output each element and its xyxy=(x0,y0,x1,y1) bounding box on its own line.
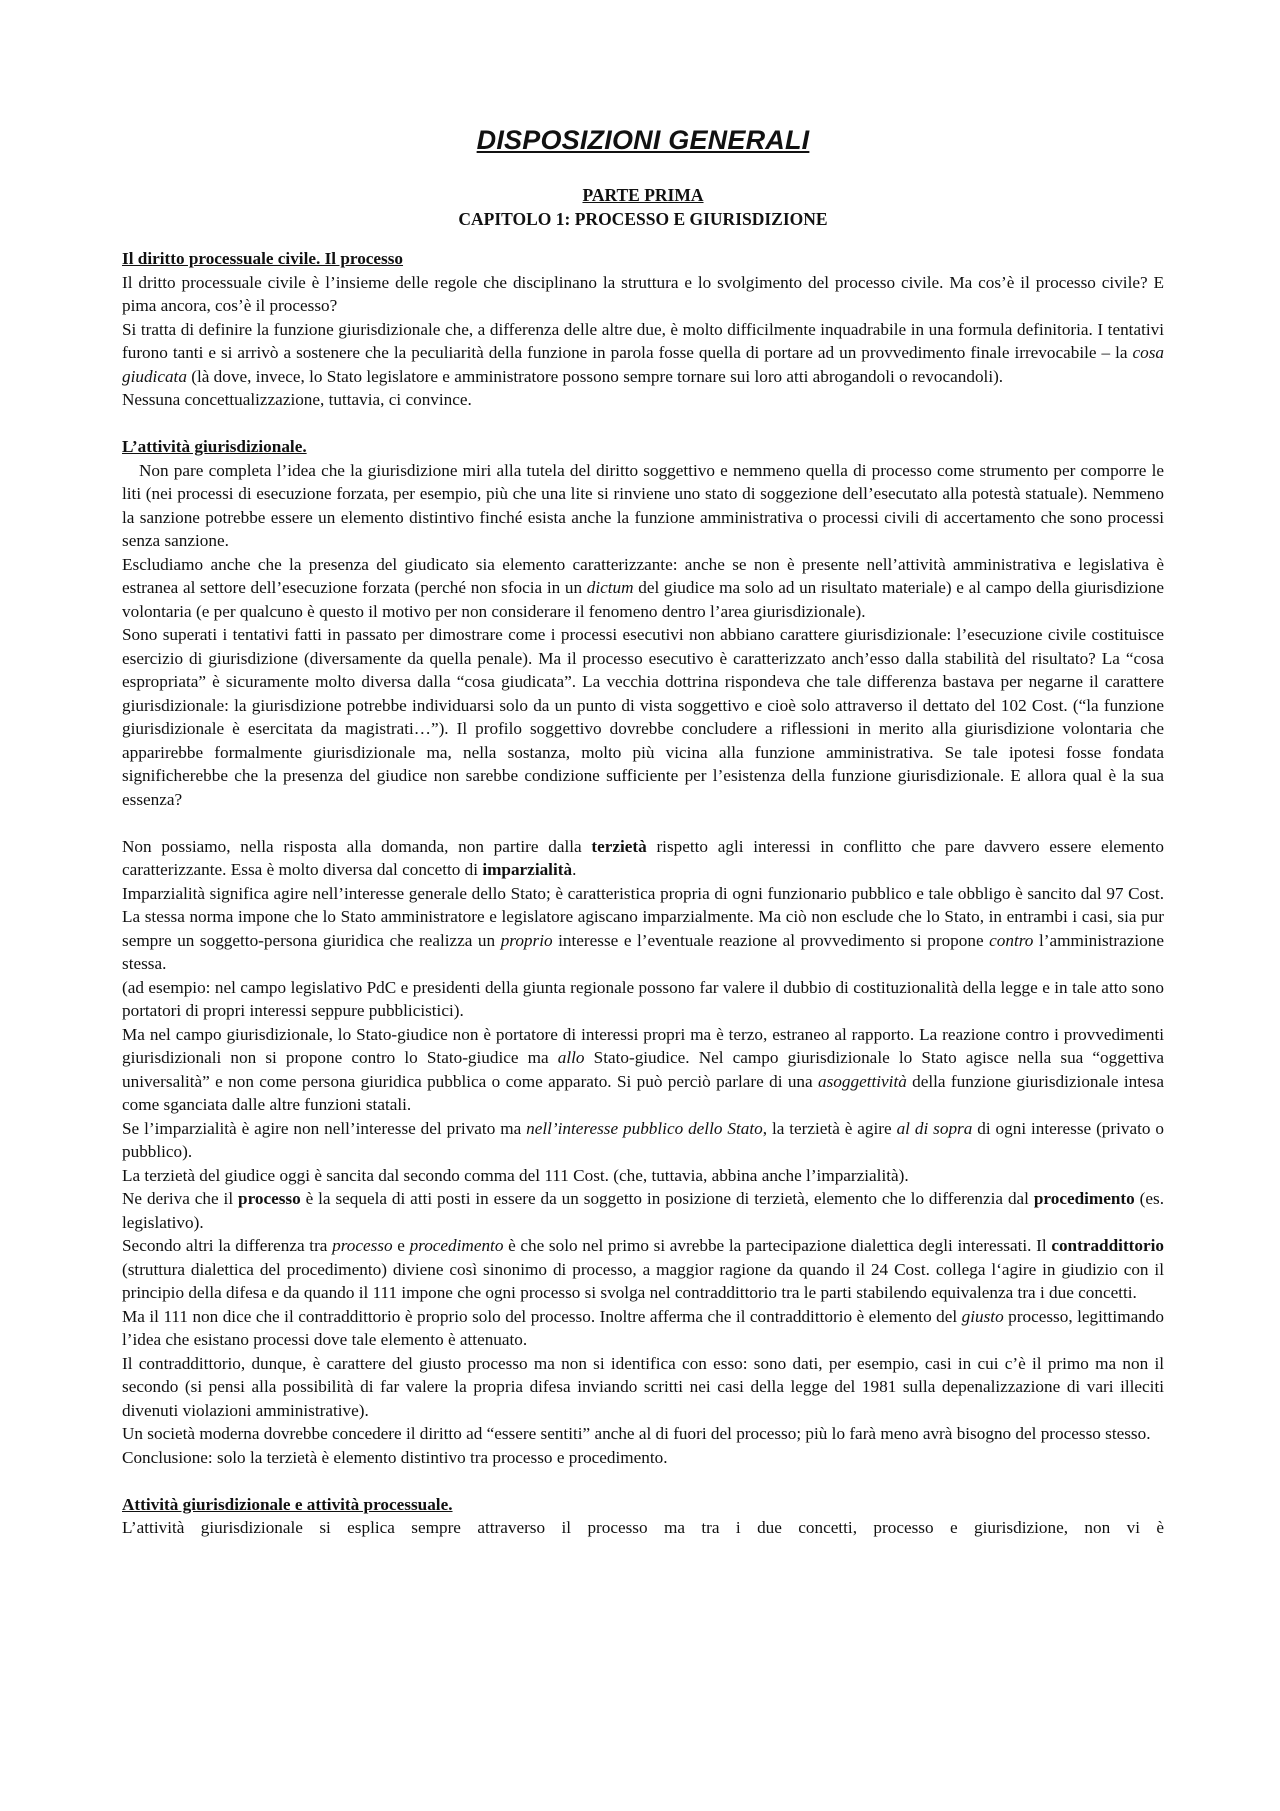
bold-term: contraddittorio xyxy=(1051,1236,1164,1255)
text-run: Ma il 111 non dice che il contraddittorio è proprio solo del processo. Inoltre afferma che il contraddittorio è elemento del xyxy=(122,1306,962,1326)
italic-term: al di sopra xyxy=(896,1118,973,1138)
paragraph xyxy=(122,1117,1164,1164)
text-run: è la sequela di atti posti in essere da un soggetto in posizione di terzietà, elemento che lo differenzia dal xyxy=(300,1189,1034,1208)
paragraph xyxy=(122,882,1164,976)
bold-term: processo xyxy=(238,1189,301,1208)
italic-term: asoggettività xyxy=(818,1071,907,1091)
paragraph xyxy=(122,1187,1164,1234)
text-run: della funzione giurisdizionale intesa come sganciata dalle altre funzioni statali. xyxy=(122,1071,1164,1114)
italic-term: allo xyxy=(557,1048,585,1067)
bold-term: imparzialità xyxy=(482,860,573,879)
chapter-heading: CAPITOLO 1: PROCESSO E GIURISDIZIONE xyxy=(458,208,828,229)
text-run: di ogni interesse (privato o pubblico). xyxy=(122,1118,1164,1161)
text-run: Escludiamo anche che la presenza del giudicato sia elemento caratterizzante: anche se non è presente nell’attività amministrativa e legislativa è estranea al settore dell’esecuzione forzata (perché non sfocia in un xyxy=(122,554,1164,597)
text-run: Imparzialità significa agire nell’interesse generale dello Stato; è caratteristica propria di ogni funzionario pubblico e tale obbligo è sancito dal 97 Cost. La stessa norma impone che lo Stato amministratore e legislatore agiscano imparzialmente. Ma ciò non esclude che lo Stato, in entrambi i casi, sia pur sempre un soggetto-persona giuridica che realizza un xyxy=(122,883,1164,950)
paragraph-spacer xyxy=(122,412,1164,436)
paragraph xyxy=(122,835,1164,882)
italic-term: processo xyxy=(332,1236,393,1255)
text-run: e xyxy=(392,1236,410,1255)
text-run: interesse e l’eventuale reazione al provvedimento si propone xyxy=(552,930,990,950)
paragraph-spacer xyxy=(122,1469,1164,1493)
paragraph xyxy=(122,459,1164,553)
text-run: processo, legittimando l’idea che esistano processi dove tale elemento è attenuato. xyxy=(122,1306,1164,1349)
bold-term: terzietà xyxy=(591,836,647,856)
paragraph: Il dritto processuale civile è l’insieme delle regole che disciplinano la struttura e lo svolgimento del processo civile. Ma cos’è il processo civile? E pima ancora, cos’è il processo? xyxy=(122,272,1164,315)
text-run: Ne deriva che il xyxy=(122,1189,239,1208)
text-run: (là dove, invece, lo Stato legislatore e amministratore possono sempre tornare sui loro atti abrogandoli o revocandoli). xyxy=(186,366,1004,386)
text-run: . xyxy=(572,860,577,879)
paragraph xyxy=(122,1234,1164,1305)
paragraph-spacer xyxy=(122,811,1164,835)
italic-term: contro xyxy=(989,930,1034,950)
text-run: Stato-giudice. Nel campo giurisdizionale lo Stato agisce nella sua “oggettiva universalità” e non come persona giuridica pubblica o come apparato. Si può perciò parlare di una xyxy=(122,1048,1164,1091)
paragraph xyxy=(122,1023,1164,1117)
paragraph xyxy=(122,553,1164,624)
part-heading: PARTE PRIMA xyxy=(582,185,704,205)
paragraph: (ad esempio: nel campo legislativo PdC e presidenti della giunta regionale possono far valere il dubbio di costituzionalità della legge e in tale atto sono portatori di propri interessi seppure pubblicistici). xyxy=(122,977,1164,1020)
text-run: rispetto agli interessi in conflitto che pare davvero essere elemento caratterizzante. Essa è molto diversa dal concetto di xyxy=(122,836,1164,879)
text-run: Si tratta di definire la funzione giurisdizionale che, a differenza delle altre due, è molto difficilmente inquadrabile in una formula definitoria. I tentativi furono tanti e si arrivò a sostenere che la peculiarità della funzione in parola fosse quella di portare ad un provvedimento finale irrevocabile – la xyxy=(122,319,1164,362)
text-run: Se l’imparzialità è agire non nell’interesse del privato ma xyxy=(122,1118,527,1138)
paragraph: Il contraddittorio, dunque, è carattere del giusto processo ma non si identifica con esso: sono dati, per esempio, casi in cui c’è il primo ma non il secondo (si pensi alla possibilità di far valere la propria difesa inviando scritti nei casi della legge del 1981 sulla depenalizzazione di vari illeciti divenuti violazioni amministrative). xyxy=(122,1353,1164,1420)
paragraph xyxy=(122,1305,1164,1352)
paragraph: Nessuna concettualizzazione, tuttavia, ci convince. xyxy=(122,390,472,409)
italic-term: procedimento xyxy=(409,1236,504,1255)
italic-term: giusto xyxy=(961,1306,1004,1326)
paragraph: Conclusione: solo la terzietà è elemento distintivo tra processo e procedimento. xyxy=(122,1447,668,1467)
paragraph: La terzietà del giudice oggi è sancita dal secondo comma del 111 Cost. (che, tuttavia, abbina anche l’imparzialità). xyxy=(122,1165,909,1185)
text-run: (struttura dialettica del procedimento) diviene così sinonimo di processo, a maggior ragione da quando il 24 Cost. collega l‘agire in giudizio con il principio della difesa e da quando il 111 impone che ogni processo si svolga nel contraddittorio tra le parti stabilendo equivalenza tra i due concetti. xyxy=(122,1259,1164,1302)
document-title: DISPOSIZIONI GENERALI xyxy=(476,125,810,155)
section-heading-diritto-processuale: Il diritto processuale civile. Il processo xyxy=(122,249,404,268)
text-run: del giudice ma solo ad un risultato materiale) e al campo della giurisdizione volontaria (e per qualcuno è questo il motivo per non considerare il fenomeno dentro l’area giurisdizionale). xyxy=(122,578,1164,621)
text-run: è che solo nel primo si avrebbe la partecipazione dialettica degli interessati. Il xyxy=(503,1236,1052,1255)
paragraph xyxy=(122,318,1164,389)
text-run: Non possiamo, nella risposta alla domanda, non partire dalla xyxy=(122,836,592,856)
italic-term: proprio xyxy=(500,930,553,950)
paragraph: Sono superati i tentativi fatti in passato per dimostrare come i processi esecutivi non abbiano carattere giurisdizionale: l’esecuzione civile costituisce esercizio di giurisdizione (diversamente da quella penale). Ma il processo esecutivo è caratterizzato anch’esso dalla stabilità del risultato? La “cosa espropriata” è sicuramente molto diversa dalla “cosa giudicata”. La vecchia dottrina rispondeva che tale differenza bastava per negarne il carattere giurisdizionale: la giurisdizione potrebbe individuarsi solo da un punto di vista soggettivo e cioè solo attraverso il dettato del 102 Cost. (“la funzione giurisdizionale è esercitata da magistrati…”). Il profilo soggettivo dovrebbe concludere a riflessioni in merito alla giurisdizione volontaria che apparirebbe formalmente giurisdizionale ma, nella sostanza, molto più vicina alla funzione amministrativa. Se tale ipotesi fosse fondata significherebbe che la presenza del giudice non sarebbe condizione sufficiente per l’esistenza della funzione giurisdizionale. E allora qual è la sua essenza? xyxy=(122,625,1164,809)
section-heading-attivita-giurisdizionale: L’attività giurisdizionale. xyxy=(122,437,307,456)
text-run: Ma nel campo giurisdizionale, lo Stato-giudice non è portatore di interessi propri ma è terzo, estraneo al rapporto. La reazione contro i provvedimenti giurisdizionali non si propone contro lo Stato-giudice ma xyxy=(122,1024,1164,1067)
bold-term: procedimento xyxy=(1033,1189,1135,1208)
text-run: Secondo altri la differenza tra xyxy=(122,1236,333,1255)
italic-term: nell’interesse pubblico dello Stato xyxy=(526,1118,763,1138)
text-run: (es. legislativo). xyxy=(122,1189,1164,1232)
text-run: , la terzietà è agire xyxy=(762,1118,897,1138)
section-heading-attivita-processuale: Attività giurisdizionale e attività processuale. xyxy=(122,1494,453,1514)
italic-term: cosa giudicata xyxy=(122,343,1164,386)
paragraph: L’attività giurisdizionale si esplica sempre attraverso il processo ma tra i due concetti, processo e giurisdizione, non vi è xyxy=(122,1518,1164,1537)
italic-term: dictum xyxy=(586,578,634,597)
text-run: Non pare completa l’idea che la giurisdizione miri alla tutela del diritto soggettivo e nemmeno quella di processo come strumento per comporre le liti (nei processi di esecuzione forzata, per esempio, più che una lite si rinviene uno stato di soggezione dell’esecutato alla potestà statuale). Nemmeno la sanzione potrebbe essere un elemento distintivo finché esista anche la funzione amministrativa o processi civili di accertamento che sono processi senza sanzione. xyxy=(122,460,1164,550)
text-run: l’amministrazione stessa. xyxy=(122,930,1165,973)
paragraph: Un società moderna dovrebbe concedere il diritto ad “essere sentiti” anche al di fuori del processo; più lo farà meno avrà bisogno del processo stesso. xyxy=(122,1424,1151,1443)
document-body xyxy=(122,122,1164,1540)
